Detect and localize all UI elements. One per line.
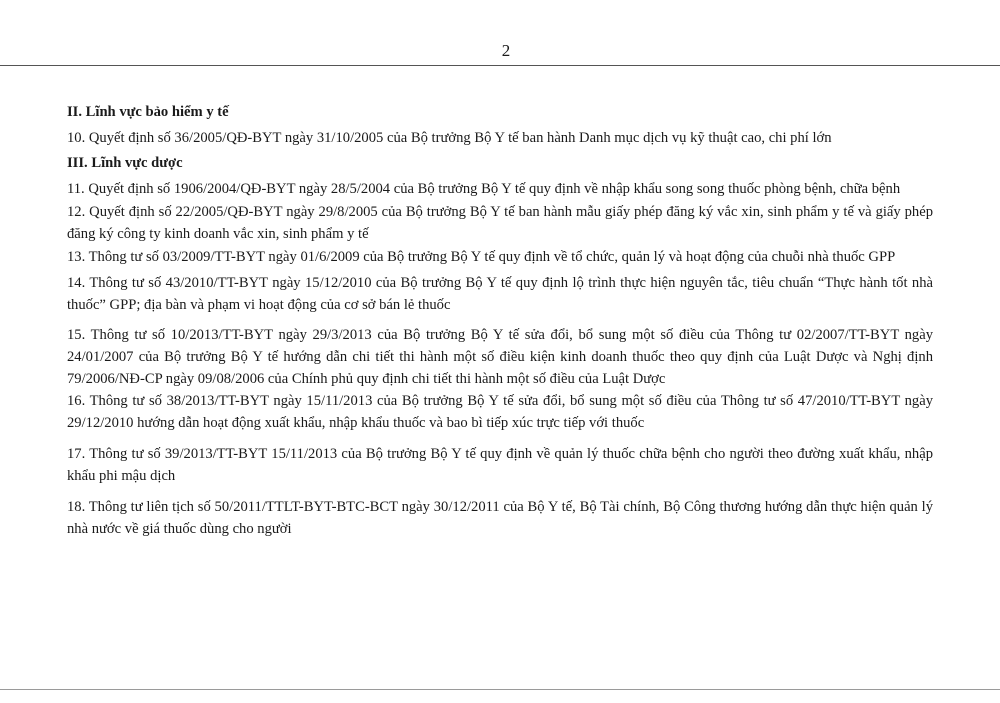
list-item-12: 12. Quyết định số 22/2005/QĐ-BYT ngày 29/8/2005 của Bộ trưởng Bộ Y tế ban hành mẫu giấy phép đăng ký vắc xin, sinh phẩm y tế và giấy phép đăng ký công ty kinh doanh vắc xin, sinh phẩm y tế — [67, 204, 933, 242]
document-body — [67, 101, 933, 540]
page-number: 2 — [501, 41, 511, 60]
list-item-13: 13. Thông tư số 03/2009/TT-BYT ngày 01/6/2009 của Bộ trưởng Bộ Y tế quy định về tổ chức, quản lý và hoạt động của chuỗi nhà thuốc GPP — [67, 249, 896, 265]
list-item-18: 18. Thông tư liên tịch số 50/2011/TTLT-BYT-BTC-BCT ngày 30/12/2011 của Bộ Y tế, Bộ Tài chính, Bộ Công thương hướng dẫn thực hiện quản lý nhà nước về giá thuốc dùng cho người — [67, 499, 933, 537]
list-item-15: 15. Thông tư số 10/2013/TT-BYT ngày 29/3/2013 của Bộ trưởng Bộ Y tế sửa đổi, bổ sung một số điều của Thông tư 02/2007/TT-BYT ngày 24/01/2007 của Bộ trưởng Bộ Y tế hướng dẫn chi tiết thi hành một số điều kiện kinh doanh thuốc theo quy định của Luật Dược và Nghị định 79/2006/NĐ-CP ngày 09/08/2006 của Chính phủ quy định chi tiết thi hành một số điều của Luật Dược — [67, 327, 933, 387]
footer-divider — [0, 689, 1000, 690]
list-item-14: 14. Thông tư số 43/2010/TT-BYT ngày 15/12/2010 của Bộ trưởng Bộ Y tế quy định lộ trình thực hiện nguyên tắc, tiêu chuẩn “Thực hành tốt nhà thuốc” GPP; địa bàn và phạm vi hoạt động của cơ sở bán lẻ thuốc — [67, 275, 933, 313]
header-divider — [0, 65, 1000, 66]
list-item-10: 10. Quyết định số 36/2005/QĐ-BYT ngày 31/10/2005 của Bộ trưởng Bộ Y tế ban hành Danh mục dịch vụ kỹ thuật cao, chi phí lớn — [67, 130, 832, 146]
list-item-11: 11. Quyết định số 1906/2004/QĐ-BYT ngày 28/5/2004 của Bộ trưởng Bộ Y tế quy định về nhập khẩu song song thuốc phòng bệnh, chữa bệnh — [67, 181, 901, 197]
section-heading-insurance: II. Lĩnh vực bảo hiểm y tế — [67, 104, 229, 120]
list-item-17: 17. Thông tư số 39/2013/TT-BYT 15/11/2013 của Bộ trưởng Bộ Y tế quy định về quản lý thuốc chữa bệnh cho người theo đường xuất khẩu, nhập khẩu phi mậu dịch — [67, 446, 933, 484]
list-item-16: 16. Thông tư số 38/2013/TT-BYT ngày 15/11/2013 của Bộ trưởng Bộ Y tế sửa đổi, bổ sung một số điều của Thông tư số 47/2010/TT-BYT ngày 29/12/2010 hướng dẫn hoạt động xuất khẩu, nhập khẩu thuốc và bao bì tiếp xúc trực tiếp với thuốc — [67, 393, 933, 431]
section-heading-pharmacy: III. Lĩnh vực dược — [67, 155, 183, 171]
